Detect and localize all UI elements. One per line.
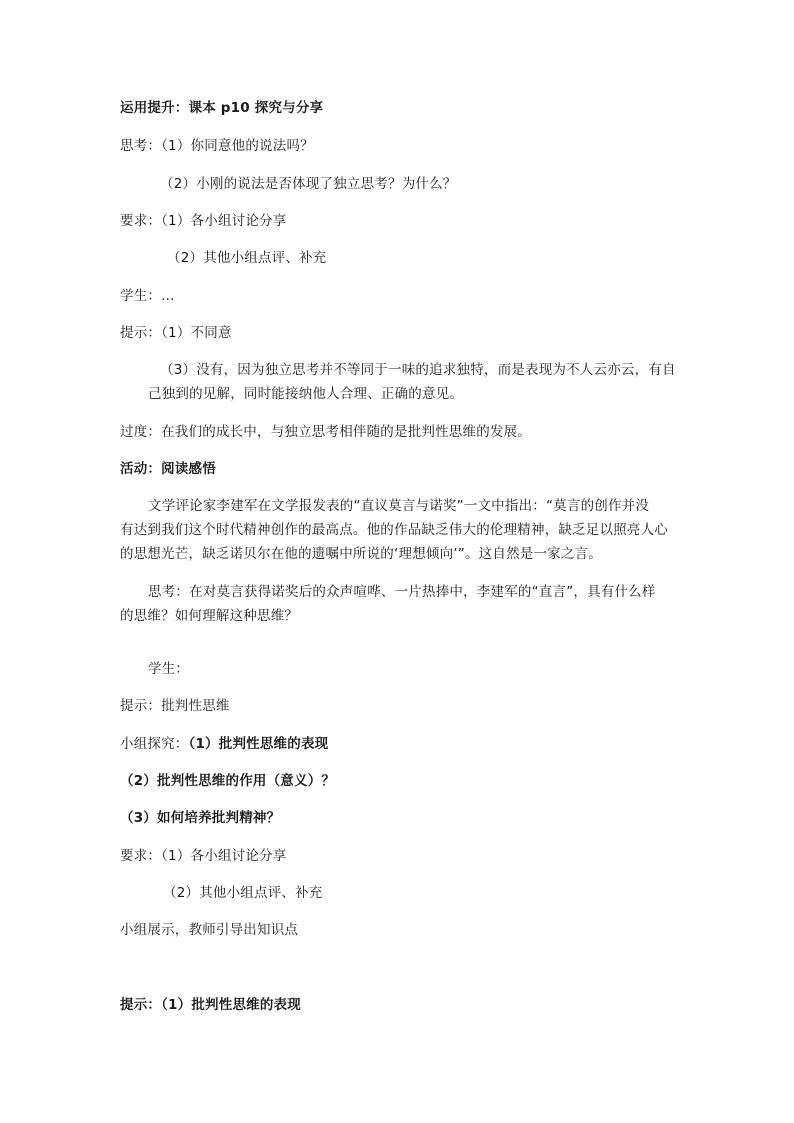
require-2: （2）其他小组点评、补充 (167, 250, 327, 266)
group-explore-label: 小组探究： (120, 736, 189, 752)
hint-3-line2: 己独到的见解，同时能接纳他人合理、正确的意见。 (148, 386, 464, 402)
group-show: 小组展示，教师引导出知识点 (120, 922, 299, 938)
quote-line2: 有达到我们这个时代精神创作的最高点。他的作品缺乏伟大的伦理精神，缺乏足以照亮人心 (120, 522, 668, 538)
hint-3-line1: （3）没有，因为独立思考并不等同于一味的追求独特，而是表现为不人云亦云，有自 (160, 362, 676, 378)
heading-apply: 运用提升：课本 p10 探究与分享 (120, 100, 324, 116)
require-b2: （2）其他小组点评、补充 (163, 885, 323, 901)
transition-line: 过度：在我们的成长中，与独立思考相伴随的是批判性思维的发展。 (120, 424, 531, 440)
quote-line1: 文学评论家李建军在文学报发表的“直议莫言与诺奖”一文中指出：“莫言的创作并没 (148, 498, 650, 514)
require-1: 要求：（1）各小组讨论分享 (120, 213, 287, 229)
student-line-2: 学生： (148, 661, 190, 677)
heading-activity: 活动：阅读感悟 (120, 461, 216, 477)
require-b1: 要求：（1）各小组讨论分享 (120, 848, 287, 864)
reflect-line2: 的思维？如何理解这种思维？ (120, 608, 299, 624)
hint-1: 提示：（1）不同意 (120, 325, 232, 341)
explore-item3: （3）如何培养批判精神？ (120, 810, 281, 826)
group-explore-item1: （1）批判性思维的表现 (188, 736, 329, 752)
hint-final: 提示：（1）批判性思维的表现 (120, 997, 301, 1013)
think-q2: （2）小刚的说法是否体现了独立思考？为什么？ (160, 176, 457, 192)
reflect-line1: 思考：在对莫言获得诺奖后的众声喧哗、一片热捧中，李建军的“直言”，具有什么样 (148, 584, 656, 600)
think-q1: 思考：（1）你同意他的说法吗？ (120, 138, 314, 154)
group-explore (120, 735, 328, 753)
hint-critical: 提示：批判性思维 (120, 698, 230, 714)
student-line: 学生：... (120, 288, 175, 304)
explore-item2: （2）批判性思维的作用（意义）？ (120, 773, 336, 789)
quote-line3: 的思想光芒，缺乏诺贝尔在他的遗嘱中所说的‘理想倾向’”。这自然是一家之言。 (120, 546, 602, 562)
